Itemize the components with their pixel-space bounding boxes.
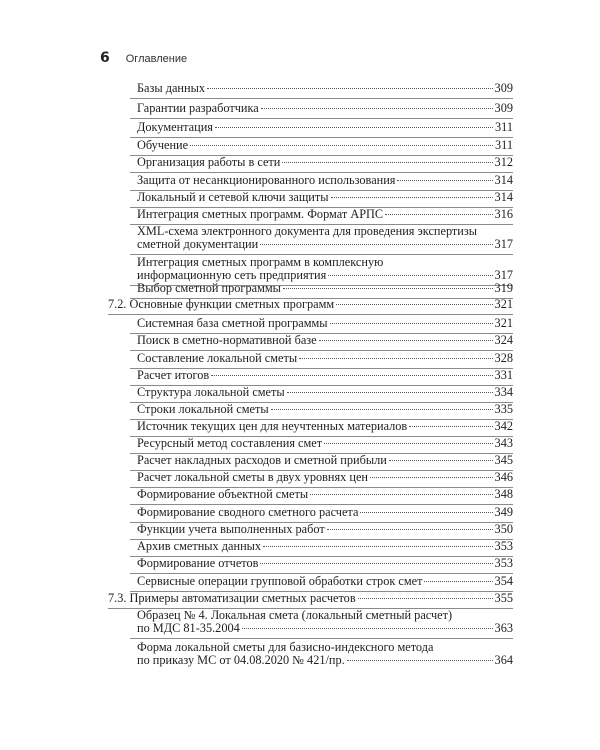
toc-entry-title: Защита от несанкционированного использования	[137, 173, 396, 187]
toc-entry-title: Функции учета выполненных работ	[137, 522, 325, 536]
toc-entry-page: 331	[494, 368, 513, 382]
toc-entry-page: 348	[494, 487, 513, 501]
toc-entry-title: Расчет итогов	[137, 368, 210, 382]
toc-entry-title: Базы данных	[137, 81, 205, 95]
toc-entry[interactable]	[137, 156, 513, 169]
toc-entry-page: 355	[494, 591, 513, 605]
toc-entry-title-continued: сметной документации	[137, 237, 259, 251]
toc-entry[interactable]	[137, 437, 513, 450]
toc-entry-title: Источник текущих цен для неучтенных материалов	[137, 419, 408, 433]
toc-entry-title: Строки локальной сметы	[137, 402, 269, 416]
toc-entry-page: 317	[494, 237, 513, 251]
toc-entry-page: 317	[494, 268, 513, 282]
toc-entry-title: Интеграция сметных программ. Формат АРПС	[137, 207, 384, 221]
toc-entry[interactable]	[137, 82, 513, 95]
toc-entry-page: 334	[494, 385, 513, 399]
toc-entry[interactable]	[137, 641, 513, 667]
toc-entry[interactable]	[137, 506, 513, 519]
toc-entry[interactable]	[137, 454, 513, 467]
toc-entry-title: Формирование отчетов	[137, 556, 259, 570]
toc-entry-page: 312	[494, 155, 513, 169]
toc-entry[interactable]	[137, 225, 513, 251]
toc-entry-page: 309	[494, 81, 513, 95]
toc-entry[interactable]	[137, 540, 513, 553]
toc-entry-title: Сервисные операции групповой обработки строк смет	[137, 574, 423, 588]
toc-entry[interactable]	[137, 369, 513, 382]
toc-entry-page: 324	[494, 333, 513, 347]
toc-entry-title-continued: по МДС 81-35.2004	[137, 621, 240, 635]
toc-entry[interactable]	[137, 256, 513, 282]
toc-entry-page: 314	[494, 190, 513, 204]
toc-entry-title: Структура локальной сметы	[137, 385, 285, 399]
toc-entry-page: 349	[494, 505, 513, 519]
toc-entry[interactable]	[137, 191, 513, 204]
toc-entry[interactable]	[137, 102, 513, 115]
toc-section-heading[interactable]	[108, 298, 513, 311]
toc-entry[interactable]	[137, 609, 513, 635]
toc-entry-page: 311	[495, 138, 513, 152]
toc-entry[interactable]	[137, 139, 513, 152]
toc-entry[interactable]	[137, 282, 513, 295]
toc-entry[interactable]	[137, 471, 513, 484]
page-number: 6	[100, 50, 110, 66]
toc-entry[interactable]	[137, 523, 513, 536]
toc-entry-title: Выбор сметной программы	[137, 281, 281, 295]
toc-entry[interactable]	[137, 557, 513, 570]
toc-entry-page: 346	[494, 470, 513, 484]
toc-entry-title: Архив сметных данных	[137, 539, 262, 553]
toc-entry-title: Интеграция сметных программ в комплексную	[137, 255, 384, 269]
toc-entry-title-continued: информационную сеть предприятия	[137, 268, 327, 282]
toc-entry[interactable]	[137, 420, 513, 433]
toc-entry-title: Ресурсный метод составления смет	[137, 436, 323, 450]
toc-entry-title: Формирование объектной сметы	[137, 487, 309, 501]
toc-entry-page: 309	[494, 101, 513, 115]
toc-entry-page: 354	[494, 574, 513, 588]
toc-entry-page: 335	[494, 402, 513, 416]
toc-entry[interactable]	[137, 488, 513, 501]
toc-entry-title: Формирование сводного сметного расчета	[137, 505, 359, 519]
toc-entry-title: 7.2. Основные функции сметных программ	[108, 297, 335, 311]
toc-entry-title: Организация работы в сети	[137, 155, 281, 169]
toc-entry-title: Гарантии разработчика	[137, 101, 259, 115]
toc-entry-title-continued: по приказу МС от 04.08.2020 № 421/пр.	[137, 653, 345, 667]
toc-entry-page: 342	[494, 419, 513, 433]
toc-entry-page: 350	[494, 522, 513, 536]
toc-entry-title: Расчет накладных расходов и сметной прибыли	[137, 453, 387, 467]
toc-entry-title: Системная база сметной программы	[137, 316, 328, 330]
toc-entry[interactable]	[137, 334, 513, 347]
toc-entry-title: Поиск в сметно-нормативной базе	[137, 333, 317, 347]
toc-entry[interactable]	[137, 317, 513, 330]
toc-entry-title: Образец № 4. Локальная смета (локальный сметный расчет)	[137, 608, 453, 622]
toc-entry[interactable]	[137, 386, 513, 399]
toc-entry-page: 321	[494, 316, 513, 330]
toc-entry-title: Расчет локальной сметы в двух уровнях цен	[137, 470, 368, 484]
toc-entry-title: 7.3. Примеры автоматизации сметных расчетов	[108, 591, 356, 605]
toc-entry-page: 343	[494, 436, 513, 450]
toc-entry-title: Локальный и сетевой ключи защиты	[137, 190, 329, 204]
toc-entry[interactable]	[137, 403, 513, 416]
toc-entry-page: 345	[494, 453, 513, 467]
toc-entry-title: Составление локальной сметы	[137, 351, 298, 365]
toc-entry[interactable]	[137, 352, 513, 365]
toc-entry-title: XML-схема электронного документа для проведения экспертизы	[137, 224, 478, 238]
toc-entry-page: 353	[494, 556, 513, 570]
toc-entry-page: 328	[494, 351, 513, 365]
toc-entry-title: Обучение	[137, 138, 189, 152]
toc-entry-page: 363	[494, 621, 513, 635]
toc-entry-page: 319	[494, 281, 513, 295]
toc-entry[interactable]	[137, 174, 513, 187]
toc-entry-title: Документация	[137, 120, 213, 134]
toc-entry[interactable]	[137, 575, 513, 588]
toc-entry-page: 364	[494, 653, 513, 667]
toc-entry-page: 316	[494, 207, 513, 221]
running-title: Оглавление	[125, 53, 188, 65]
toc-entry-page: 314	[494, 173, 513, 187]
toc-entry[interactable]	[137, 208, 513, 221]
toc-entry[interactable]	[137, 121, 513, 134]
toc-entry-page: 311	[495, 120, 513, 134]
toc-section-heading[interactable]	[108, 592, 513, 605]
toc-entry-page: 321	[494, 297, 513, 311]
toc-entry-title: Форма локальной сметы для базисно-индексного метода	[137, 640, 434, 654]
toc-entry-page: 353	[494, 539, 513, 553]
